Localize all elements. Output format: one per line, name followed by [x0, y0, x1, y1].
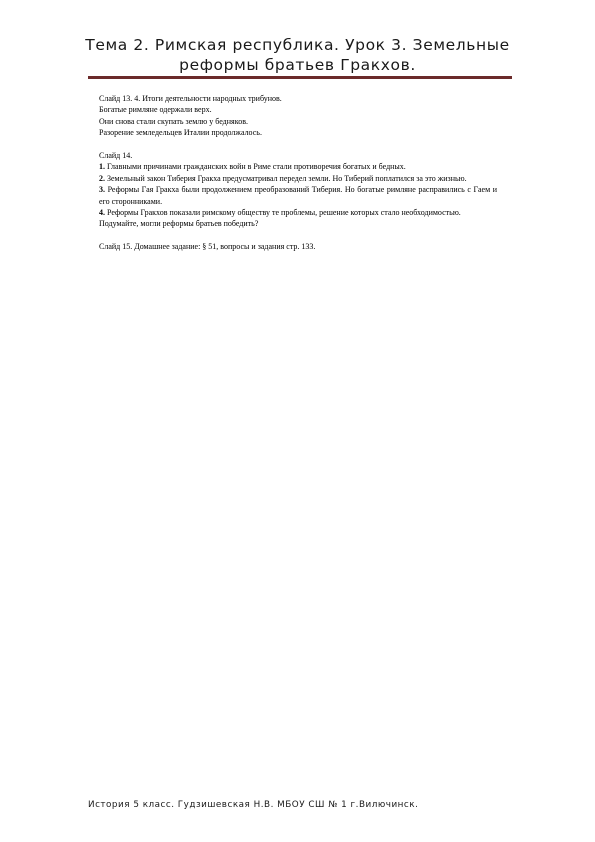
paragraph-gap — [99, 139, 497, 150]
slide13-line: Разорение земледельцев Италии продолжалось. — [99, 128, 262, 138]
slide14-item — [99, 173, 497, 184]
header-divider — [88, 76, 512, 79]
paragraph-gap — [99, 230, 497, 241]
item-number: 3. — [99, 185, 105, 195]
slide13-line: Они снова стали скупать землю у бедняков. — [99, 116, 248, 126]
page-header — [60, 35, 535, 75]
item-number: 1. — [99, 162, 105, 172]
slide14-item — [99, 184, 497, 207]
slide13-line: Богатые римляне одержали верх. — [99, 105, 212, 115]
slide14-heading: Слайд 14. — [99, 151, 133, 161]
header-title-line2: реформы братьев Гракхов. — [179, 56, 416, 74]
slide13-heading: Слайд 13. 4. Итоги деятельности народных трибунов. — [99, 94, 282, 103]
document-body — [99, 93, 497, 253]
item-number: 4. — [99, 208, 105, 218]
item-text: Главными причинами гражданских войн в Риме стали противоречия богатых и бедных. — [105, 162, 406, 172]
slide15-homework: Слайд 15. Домашнее задание: § 51, вопросы и задания стр. 133. — [99, 242, 316, 252]
slide14-item — [99, 161, 497, 172]
slide14-question: Подумайте, могли реформы братьев победить? — [99, 219, 259, 229]
header-title-line1: Тема 2. Римская республика. Урок 3. Земельные — [85, 36, 510, 54]
item-text: Реформы Гракхов показали римскому обществу те проблемы, решение которых стало необходимостью. — [105, 208, 461, 218]
slide14-item — [99, 207, 497, 218]
item-text: Реформы Гая Гракха были продолжением преобразований Тиберия. Но богатые римляне расправились с Гаем и его сторонниками. — [99, 185, 497, 206]
item-number: 2. — [99, 173, 105, 183]
item-text: Земельный закон Тиберия Гракха предусматривал передел земли. Но Тиберий поплатился за это жизнью. — [105, 173, 467, 183]
page-footer: История 5 класс. Гудзишевская Н.В. МБОУ СШ № 1 г.Вилючинск. — [88, 800, 419, 810]
